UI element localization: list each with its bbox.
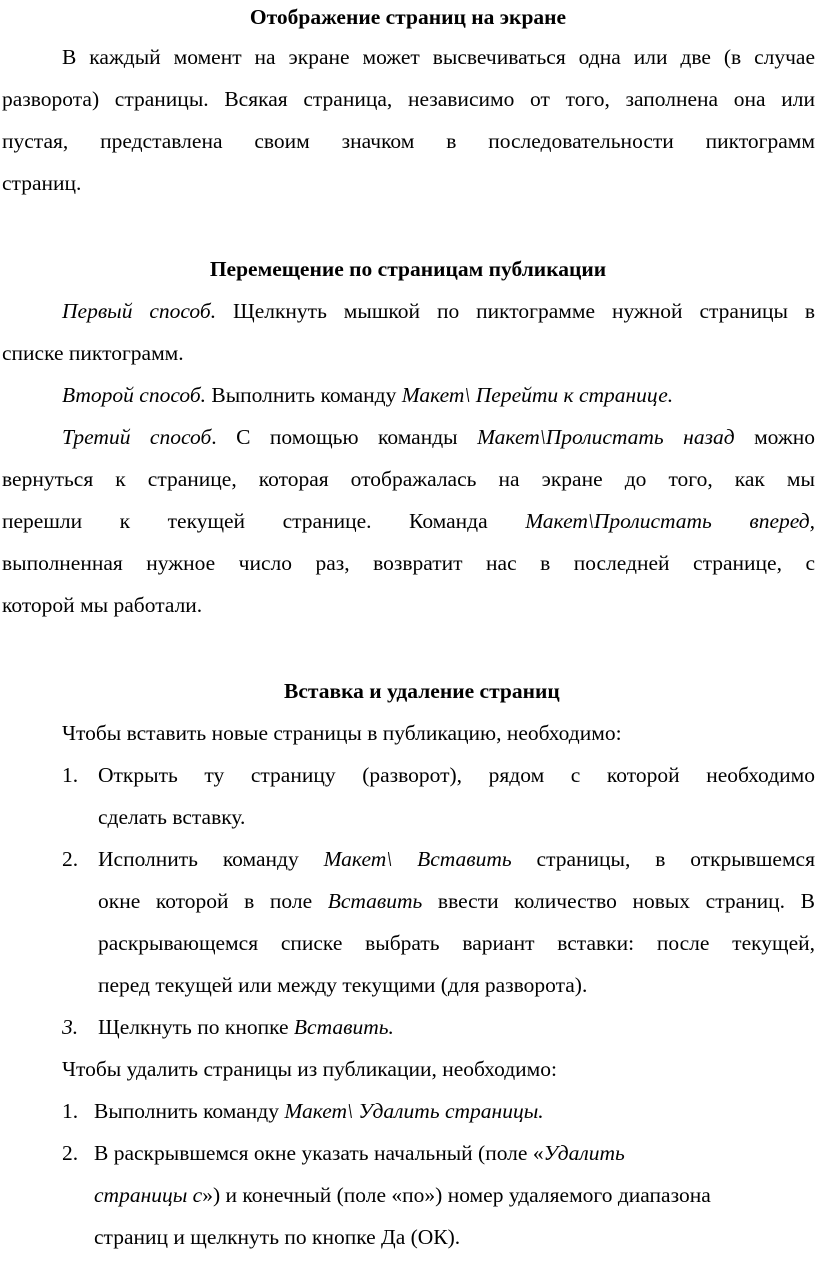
way3-line-2: вернуться к странице, которая отображалась на экране до того, как мы (2, 467, 815, 491)
insert-step-3 (98, 1014, 394, 1040)
paragraph-line: пустая, представлена своим значком в последовательности пиктограмм (2, 129, 815, 153)
way2-command: Макет\ Перейти к странице. (401, 383, 674, 407)
command-run: страницы с (94, 1183, 203, 1207)
delete-step-2-line-1 (94, 1140, 625, 1166)
text-run: страницы, в открывшемся (511, 847, 815, 871)
way1-cont: списке пиктограмм. (2, 341, 184, 365)
command-run: Вставить (327, 889, 423, 913)
way3-text: . С помощью команды (211, 425, 478, 449)
way3-line-4: выполненная нужное число раз, возвратит нас в последней странице, с (2, 551, 815, 575)
way3-line-3 (2, 508, 815, 534)
insert-intro: Чтобы вставить новые страницы в публикацию, необходимо: (62, 721, 622, 745)
delete-step-2-line-2 (94, 1182, 711, 1208)
command-run: Макет\ Вставить (323, 847, 512, 871)
paragraph-line: страниц. (2, 171, 82, 195)
insert-step-1-line-2: сделать вставку. (98, 805, 246, 829)
command-run: Удалить (543, 1141, 625, 1165)
way2-label: Второй способ. (62, 383, 207, 407)
way1-line (62, 298, 815, 324)
list-number: 2. (62, 1141, 79, 1165)
list-number: 2. (62, 847, 79, 871)
text-run: Щелкнуть по кнопке (98, 1015, 294, 1039)
way3-line-5: которой мы работали. (2, 593, 203, 617)
text-run: В раскрывшемся окне указать начальный (поле « (94, 1141, 544, 1165)
section-title-navigation: Перемещение по страницам публикации (209, 257, 607, 281)
text-run: Исполнить команду (98, 847, 324, 871)
list-number: 1. (62, 763, 79, 787)
paragraph-line: В каждый момент на экране может высвечиваться одна или две (в случае (62, 45, 815, 69)
insert-step-2-line-3: раскрывающемся списке выбрать вариант вставки: после текущей, (98, 931, 815, 955)
way3-l3-text: перешли к текущей странице. Команда (2, 509, 526, 533)
way3-line (62, 424, 815, 450)
way1-label: Первый способ. (62, 299, 217, 323)
paragraph-line: разворота) страницы. Всякая страница, независимо от того, заполнена она или (2, 87, 815, 111)
text-run: окне которой в поле (98, 889, 328, 913)
way3-command: Макет\Пролистать назад (477, 425, 735, 449)
way3-l3-command: Макет\Пролистать вперед, (525, 509, 815, 533)
insert-step-2-line-2 (98, 888, 815, 914)
section-title-insert-delete: Вставка и удаление страниц (284, 679, 560, 703)
way3-tail: можно (734, 425, 816, 449)
command-run: Вставить. (293, 1015, 394, 1039)
text-run: Выполнить команду (94, 1099, 285, 1123)
delete-step-2-line-3: страниц и щелкнуть по кнопке Да (ОК). (94, 1225, 461, 1249)
command-run: Макет\ Удалить страницы. (284, 1099, 544, 1123)
way1-text: Щелкнуть мышкой по пиктограмме нужной страницы в (216, 299, 815, 323)
way3-label: Третий способ (62, 425, 212, 449)
list-number: 1. (62, 1099, 79, 1123)
way2-line (62, 382, 673, 408)
delete-step-1 (94, 1098, 544, 1124)
delete-intro: Чтобы удалить страницы из публикации, необходимо: (62, 1057, 557, 1081)
section-title-display: Отображение страниц на экране (249, 5, 567, 29)
insert-step-2-line-1 (98, 846, 815, 872)
list-number: 3. (62, 1015, 79, 1039)
text-run: ввести количество новых страниц. В (422, 889, 815, 913)
insert-step-2-line-4: перед текущей или между текущими (для разворота). (98, 973, 588, 997)
way2-text: Выполнить команду (206, 383, 402, 407)
insert-step-1-line-1: Открыть ту страницу (разворот), рядом с которой необходимо (98, 763, 815, 787)
text-run: ») и конечный (поле «по») номер удаляемого диапазона (202, 1183, 711, 1207)
